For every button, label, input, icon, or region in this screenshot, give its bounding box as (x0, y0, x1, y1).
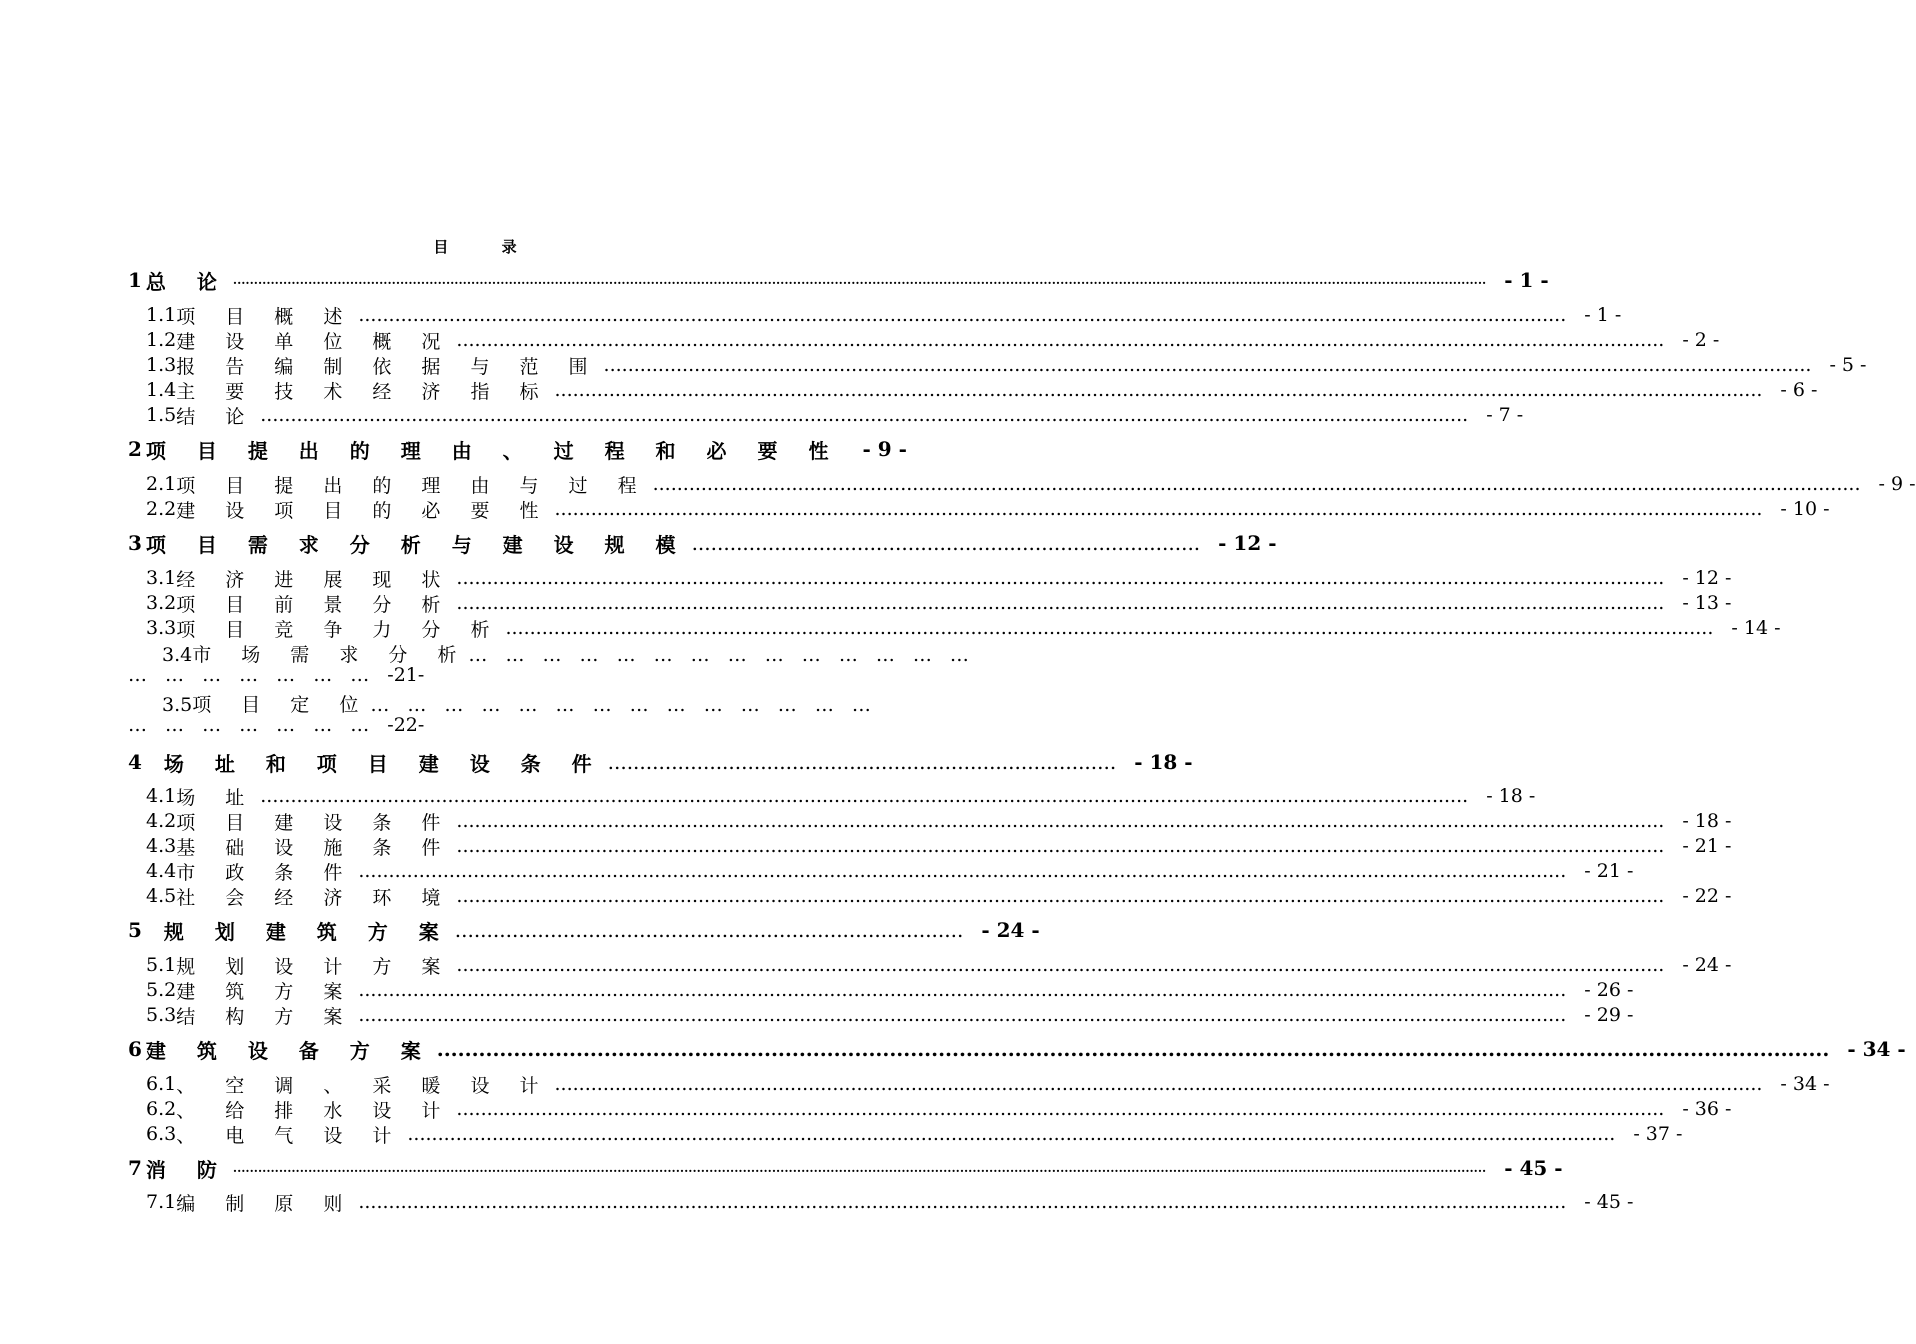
toc-entry-page: - 18 - (1682, 810, 1732, 832)
toc-entry-number: 3 (128, 531, 142, 555)
toc-dot-leader: ........................................................................................................................................................................................................ (407, 1123, 1616, 1145)
toc-entry[interactable] (146, 884, 1732, 909)
toc-entry-page: -22- (387, 714, 425, 736)
toc-dot-leader: ........................................................................................................................................................................................................ (260, 785, 1469, 807)
toc-dot-leader: ........................................................................................................................................................................................................ (358, 1004, 1567, 1026)
toc-entry-page: - 34 - (1780, 1073, 1830, 1095)
toc-entry-title: 场 址 和 项 目 建 设 条 件 (163, 751, 604, 776)
toc-dot-leader: ........................................................................................................................................................................................................ (554, 498, 1763, 520)
toc-entry-number: 6 (128, 1037, 142, 1061)
toc-dot-leader: ........................................................................................................................................................................................................ (358, 1191, 1567, 1213)
toc-entry-number: 1 (128, 268, 142, 292)
toc-entry[interactable] (146, 1097, 1732, 1122)
toc-entry-title: 基 础 设 施 条 件 (176, 836, 453, 859)
toc-dot-leader: ........................................................................................................................................................................................................ (358, 304, 1567, 326)
page-title: 目 录 (433, 238, 541, 256)
toc-entry-number: 3.2 (146, 592, 177, 614)
toc-entry[interactable] (146, 303, 1622, 328)
toc-entry-title: 社 会 经 济 环 境 (176, 886, 453, 909)
toc-entry-title: 项 目 建 设 条 件 (176, 811, 453, 834)
toc-dot-leader: ........................................................................................................................................................................................................ (456, 810, 1665, 832)
toc-entry[interactable] (128, 1037, 1906, 1063)
toc-entry[interactable] (128, 750, 1193, 776)
toc-entry[interactable] (146, 328, 1720, 353)
toc-entry-page: - 7 - (1486, 404, 1524, 426)
toc-entry-page: -21- (387, 664, 425, 686)
toc-entry-page: - 24 - (981, 918, 1040, 942)
toc-entry-page: - 1 - (1584, 304, 1622, 326)
toc-entry-number: 4.4 (146, 860, 177, 882)
toc-entry-title: 规 划 设 计 方 案 (176, 955, 453, 978)
toc-entry-page: - 14 - (1731, 617, 1781, 639)
toc-entry-page: - 2 - (1682, 329, 1720, 351)
toc-entry-number: 2 (128, 437, 142, 461)
toc-entry-number: 1.5 (146, 404, 177, 426)
toc-dot-leader: ........................................................................................................................................................................................................ (436, 1037, 1830, 1061)
toc-entry-number: 1.4 (146, 379, 177, 401)
toc-ellipsis-leader: … … … … … … … … … … … … … … (468, 644, 975, 666)
toc-dot-leader: ........................................................................................................................................................................................................ (456, 592, 1665, 614)
toc-entry-page: - 36 - (1682, 1098, 1732, 1120)
toc-entry[interactable] (162, 690, 877, 717)
toc-entry-page: - 29 - (1584, 1004, 1634, 1026)
toc-dot-leader: ........................................................................................................................................................................................................ (456, 835, 1665, 857)
toc-entry[interactable] (146, 809, 1732, 834)
toc-entry-page: - 24 - (1682, 954, 1732, 976)
toc-entry[interactable] (128, 531, 1277, 557)
toc-entry-continuation (128, 714, 424, 736)
toc-entry-number: 3.1 (146, 567, 177, 589)
toc-entry-page: - 12 - (1218, 531, 1277, 555)
toc-dot-leader: ........................................................................................................................................................................................................ (456, 1098, 1665, 1120)
toc-entry[interactable] (146, 378, 1818, 403)
toc-entry-number: 7.1 (146, 1191, 177, 1213)
toc-entry-continuation (128, 664, 424, 686)
toc-ellipsis-leader: … … … … … … … (128, 664, 388, 686)
toc-entry-title: 经 济 进 展 现 状 (176, 568, 453, 591)
toc-entry-page: - 13 - (1682, 592, 1732, 614)
toc-entry-page: - 45 - (1504, 1156, 1563, 1180)
toc-entry-number: 2.2 (146, 498, 177, 520)
toc-dot-leader: ........................................................................................................................................................................................................ (358, 979, 1567, 1001)
toc-entry-number: 4 (128, 750, 142, 774)
toc-entry-title: 、 电 气 设 计 (176, 1124, 404, 1147)
toc-entry-number: 4.3 (146, 835, 177, 857)
toc-entry-title: 项 目 定 位 (192, 694, 371, 716)
toc-entry-page: - 34 - (1847, 1037, 1906, 1061)
toc-entry-title: 规 划 建 筑 方 案 (163, 919, 451, 944)
toc-entry-page: - 26 - (1584, 979, 1634, 1001)
toc-entry-title: 编 制 原 则 (176, 1192, 355, 1215)
toc-entry-page: - 21 - (1682, 835, 1732, 857)
toc-entry-page: - 12 - (1682, 567, 1732, 589)
toc-entry-title: 项 目 概 述 (176, 305, 355, 328)
toc-entry-page: - 5 - (1829, 354, 1867, 376)
toc-entry-title: 建 设 项 目 的 必 要 性 (176, 499, 551, 522)
toc-entry[interactable] (146, 353, 1867, 378)
toc-entry-title: 主 要 技 术 经 济 指 标 (176, 380, 551, 403)
toc-entry-title: 总 论 (145, 269, 229, 294)
toc-dot-leader: ........................................................................................................................................................................................................ (456, 329, 1665, 351)
toc-dot-leader: ........................................................................................................................................................................................................ (505, 617, 1714, 639)
toc-entry-title: 建 筑 设 备 方 案 (145, 1038, 433, 1063)
toc-entry-number: 2.1 (146, 473, 177, 495)
toc-entry-number: 1.1 (146, 304, 177, 326)
toc-dot-leader: ........................................................................................................................................................................................................ (456, 567, 1665, 589)
toc-entry-title: 结 论 (176, 405, 257, 428)
toc-entry-number: 4.2 (146, 810, 177, 832)
toc-entry[interactable] (146, 1003, 1634, 1028)
toc-entry[interactable] (146, 403, 1524, 428)
toc-dot-leader: ................................................................................ (454, 918, 964, 942)
toc-entry-page: - 37 - (1633, 1123, 1683, 1145)
toc-entry[interactable] (146, 616, 1781, 641)
toc-entry-title: 场 址 (176, 786, 257, 809)
toc-ellipsis-leader: … … … … … … … … … … … … … … (370, 694, 877, 716)
toc-entry-title: 项 目 竞 争 力 分 析 (176, 618, 502, 641)
toc-entry-number: 1.3 (146, 354, 177, 376)
toc-entry-number: 5.2 (146, 979, 177, 1001)
toc-entry[interactable] (128, 268, 1549, 294)
toc-entry[interactable] (146, 784, 1536, 809)
toc-entry-page: - 45 - (1584, 1191, 1634, 1213)
toc-entry-page: - 18 - (1134, 750, 1193, 774)
toc-entry[interactable] (128, 918, 1040, 944)
toc-dot-leader: ................................................................................ (691, 531, 1201, 555)
toc-entry-number: 4.1 (146, 785, 177, 807)
toc-dot-leader: ........................................................................................................................................................................................................ (260, 404, 1469, 426)
toc-dot-leader: ........................................................................................................................................................................................................ (603, 354, 1812, 376)
toc-dot-leader: ........................................................................................................................................................................................................ (456, 954, 1665, 976)
toc-dot-leader: ........................................................................................................................................................................................................ (554, 379, 1763, 401)
toc-entry[interactable] (146, 1122, 1683, 1147)
toc-entry-title: 项 目 前 景 分 析 (176, 593, 453, 616)
toc-entry[interactable] (146, 953, 1732, 978)
toc-entry[interactable] (146, 859, 1634, 884)
toc-entry[interactable] (146, 591, 1732, 616)
toc-dot-leader: ................................................................................ (607, 750, 1117, 774)
toc-entry-page: - 9 - (862, 437, 907, 461)
toc-entry-title: 、 空 调 、 采 暖 设 计 (176, 1074, 551, 1097)
toc-entry-page: - 22 - (1682, 885, 1732, 907)
toc-entry-number: 3.4 (162, 644, 193, 666)
toc-entry-number: 5.3 (146, 1004, 177, 1026)
toc-dot-leader: ........................................................................................................................................................................................................ (554, 1073, 1763, 1095)
toc-dot-leader: ........................................................................................................................................................................................................ (358, 860, 1567, 882)
toc-entry-title: 市 场 需 求 分 析 (192, 644, 469, 666)
toc-entry-page: - 1 - (1504, 268, 1549, 292)
toc-entry-page: - 6 - (1780, 379, 1818, 401)
toc-entry[interactable] (128, 437, 907, 463)
toc-entry-number: 6.1 (146, 1073, 177, 1095)
toc-entry-page: - 18 - (1486, 785, 1536, 807)
toc-entry[interactable] (146, 1072, 1830, 1097)
toc-entry-title: 项 目 提 出 的 理 由 与 过 程 (176, 474, 649, 497)
toc-entry-number: 4.5 (146, 885, 177, 907)
toc-entry[interactable] (146, 1190, 1634, 1215)
toc-entry-number: 1.2 (146, 329, 177, 351)
toc-entry-title: 项 目 提 出 的 理 由 、 过 程 和 必 要 性 (145, 438, 841, 463)
toc-entry-page: - 21 - (1584, 860, 1634, 882)
toc-dot-leader: ............................................................................................................................................................................................................................................................................................................ (232, 273, 1487, 287)
toc-dot-leader: ............................................................................................................................................................................................................................................................................................................ (232, 1161, 1487, 1175)
toc-entry-page: - 10 - (1780, 498, 1830, 520)
toc-entry-number: 6.3 (146, 1123, 177, 1145)
toc-entry[interactable] (146, 834, 1732, 859)
toc-entry-number: 5.1 (146, 954, 177, 976)
toc-entry[interactable] (162, 640, 975, 667)
toc-entry[interactable] (146, 472, 1916, 497)
toc-entry[interactable] (146, 566, 1732, 591)
toc-entry-title: 项 目 需 求 分 析 与 建 设 规 模 (145, 532, 688, 557)
toc-dot-leader: ........................................................................................................................................................................................................ (652, 473, 1861, 495)
toc-entry-title: 报 告 编 制 依 据 与 范 围 (176, 355, 600, 378)
toc-entry-title: 消 防 (145, 1157, 229, 1182)
toc-entry-title: 结 构 方 案 (176, 1005, 355, 1028)
toc-entry-number: 3.5 (162, 694, 193, 716)
toc-entry-page: - 9 - (1878, 473, 1916, 495)
toc-entry[interactable] (128, 1156, 1563, 1182)
toc-entry[interactable] (146, 978, 1634, 1003)
toc-entry-number: 3.3 (146, 617, 177, 639)
toc-entry-title: 建 筑 方 案 (176, 980, 355, 1003)
toc-entry[interactable] (146, 497, 1830, 522)
toc-entry-number: 7 (128, 1156, 142, 1180)
toc-entry-title: 、 给 排 水 设 计 (176, 1099, 453, 1122)
toc-ellipsis-leader: … … … … … … … (128, 714, 388, 736)
toc-entry-number: 6.2 (146, 1098, 177, 1120)
toc-dot-leader: ........................................................................................................................................................................................................ (456, 885, 1665, 907)
toc-entry-number: 5 (128, 918, 142, 942)
toc-entry-title: 市 政 条 件 (176, 861, 355, 884)
toc-entry-title: 建 设 单 位 概 况 (176, 330, 453, 353)
